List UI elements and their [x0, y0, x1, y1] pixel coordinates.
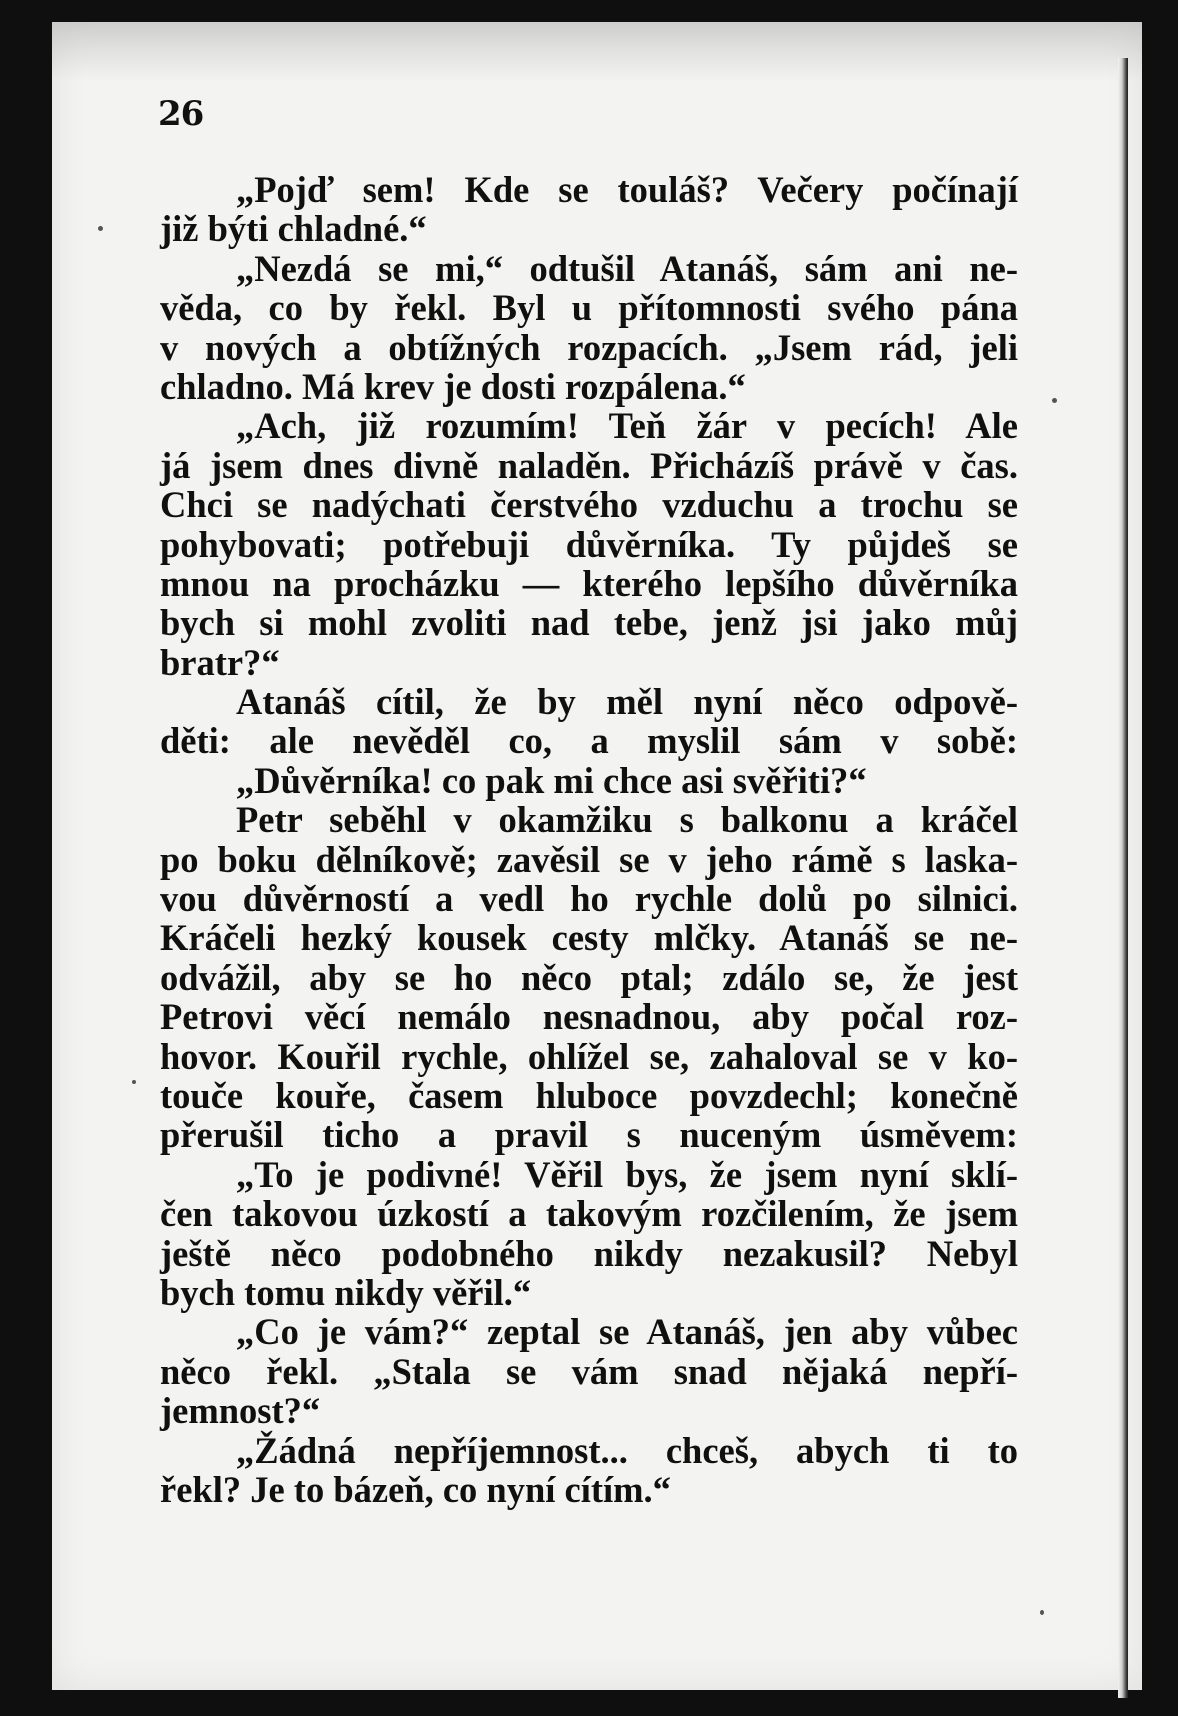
text-line: touče kouře, časem hluboce povzdechl; konečně	[160, 1074, 1018, 1116]
scan-speck	[1040, 1610, 1044, 1615]
text-line: „Co je vám?“ zeptal se Atanáš, jen aby vůbec	[236, 1311, 1018, 1353]
text-line: Petrovi věcí nemálo nesnadnou, aby počal roz-	[160, 996, 1018, 1038]
text-line: „Žádná nepříjemnost... chceš, abych ti to	[236, 1429, 1018, 1471]
text-line: jemnost?“	[160, 1390, 321, 1432]
text-line: Kráčeli hezký kousek cesty mlčky. Atanáš se ne-	[160, 917, 1018, 959]
text-line: vou důvěrností a vedl ho rychle dolů po silnici.	[160, 878, 1018, 920]
text-line: řekl? Je to bázeň, co nyní cítím.“	[160, 1468, 671, 1510]
page-number: 26	[158, 94, 204, 134]
text-line: věda, co by řekl. Byl u přítomnosti svého pána	[160, 287, 1018, 329]
text-line: „Ach, již rozumím! Teň žár v pecích! Ale	[236, 405, 1018, 447]
text-line: něco řekl. „Stala se vám snad nějaká nepří-	[160, 1350, 1018, 1392]
text-line: v nových a obtížných rozpacích. „Jsem rád, jeli	[160, 326, 1018, 368]
text-line: ještě něco podobného nikdy nezakusil? Nebyl	[160, 1232, 1018, 1274]
text-line: Atanáš cítil, že by měl nyní něco odpově-	[236, 681, 1018, 723]
text-line: „Nezdá se mi,“ odtušil Atanáš, sám ani ne-	[236, 247, 1018, 289]
text-line: po boku dělníkově; zavěsil se v jeho rámě s laska-	[160, 838, 1018, 880]
text-line: bych tomu nikdy věřil.“	[160, 1271, 532, 1313]
text-line: děti: ale nevěděl co, a myslil sám v sobě:	[160, 720, 1018, 762]
text-line: pohybovati; potřebuji důvěrníka. Ty půjdeš se	[160, 523, 1018, 565]
text-line: Petr seběhl v okamžiku s balkonu a kráčel	[236, 799, 1018, 841]
text-line: hovor. Kouřil rychle, ohlížel se, zahaloval se v ko-	[160, 1035, 1018, 1077]
text-line: přerušil ticho a pravil s nuceným úsměvem:	[160, 1114, 1018, 1156]
scan-speck	[98, 226, 103, 231]
text-line: čen takovou úzkostí a takovým rozčilením, že jsem	[160, 1193, 1018, 1235]
text-line: „To je podivné! Věřil bys, že jsem nyní sklí-	[236, 1153, 1018, 1195]
text-line: Chci se nadýchati čerstvého vzduchu a trochu se	[160, 484, 1018, 526]
text-line: již býti chladné.“	[160, 208, 427, 250]
text-line: odvážil, aby se ho něco ptal; zdálo se, že jest	[160, 956, 1018, 998]
text-line: mnou na procházku — kterého lepšího důvěrníka	[160, 562, 1018, 604]
text-line: já jsem dnes divně naladěn. Přicházíš právě v čas.	[160, 444, 1018, 486]
scan-speck	[1052, 398, 1057, 403]
text-line: chladno. Má krev je dosti rozpálena.“	[160, 365, 746, 407]
text-line: bratr?“	[160, 641, 280, 683]
text-line: bych si mohl zvoliti nad tebe, jenž jsi jako můj	[160, 602, 1018, 644]
text-line: „Důvěrníka! co pak mi chce asi svěřiti?“	[236, 759, 867, 801]
scan-speck	[132, 1080, 136, 1084]
text-line: „Pojď sem! Kde se touláš? Večery počínají	[236, 169, 1018, 210]
body-text	[160, 170, 1018, 1509]
page-spine-shadow	[1118, 58, 1128, 1698]
